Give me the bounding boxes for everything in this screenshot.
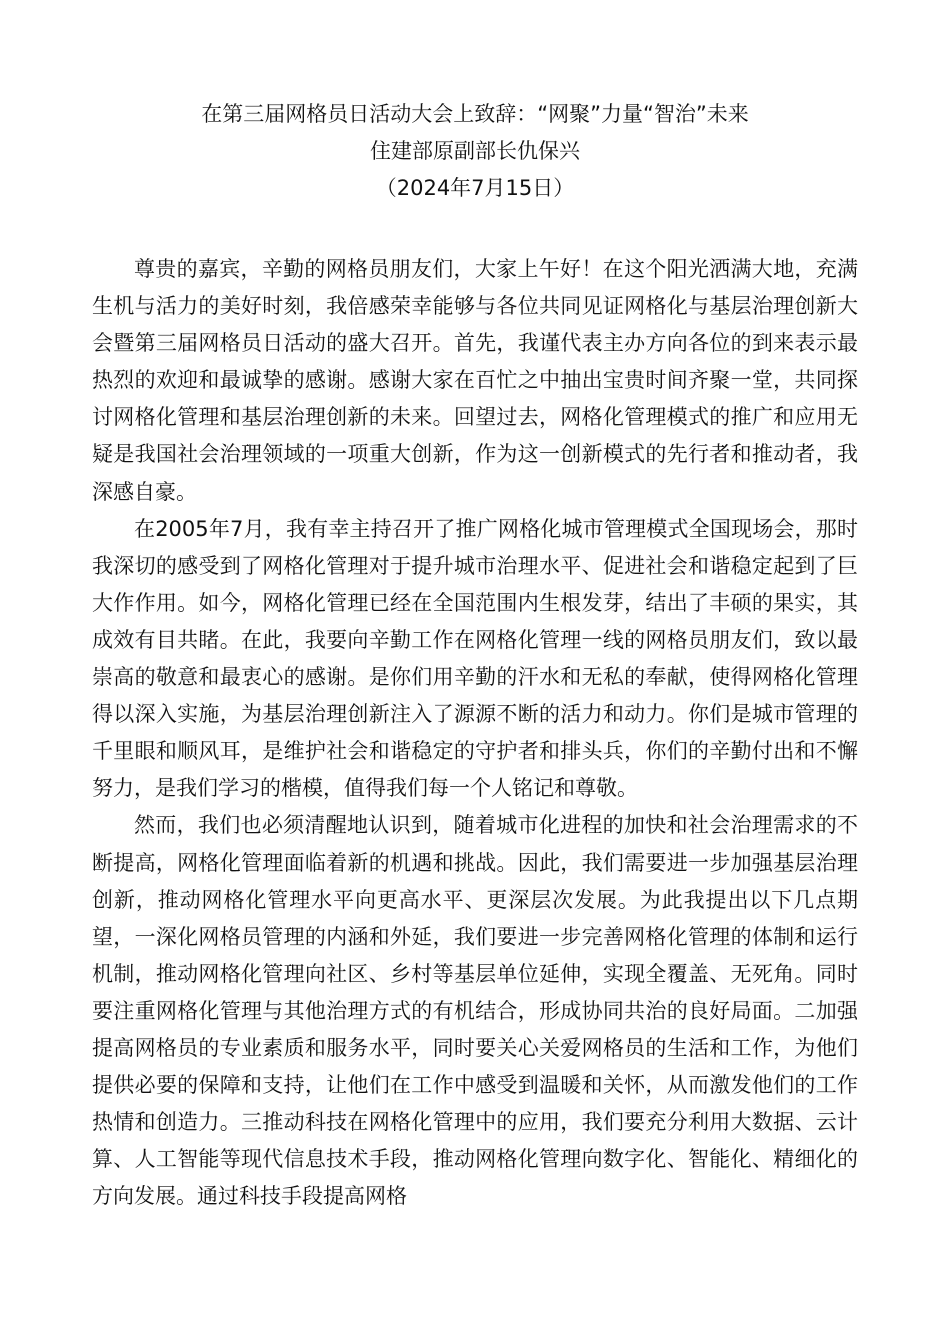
document-title: 在第三届网格员日活动大会上致辞：“网聚”力量“智治”未来 [201, 102, 749, 126]
title-block [92, 96, 858, 207]
paragraph: 在2005年7月，我有幸主持召开了推广网格化城市管理模式全国现场会，那时我深切的感受到了网格化管理对于提升城市治理水平、促进社会和谐稳定起到了巨大作作用。如今，网格化管理已经在全国范围内生根发芽，结出了丰硕的果实，其成效有目共睹。在此，我要向辛勤工作在网格化管理一线的网格员朋友们，致以最崇高的敬意和最衷心的感谢。是你们用辛勤的汗水和无私的奉献，使得网格化管理得以深入实施，为基层治理创新注入了源源不断的活力和动力。你们是城市管理的千里眼和顺风耳，是维护社会和谐稳定的守护者和排头兵，你们的辛勤付出和不懈努力，是我们学习的楷模，值得我们每一个人铭记和尊敬。 [92, 516, 858, 801]
paragraph: 尊贵的嘉宾，辛勤的网格员朋友们，大家上午好！在这个阳光洒满大地，充满生机与活力的美好时刻，我倍感荣幸能够与各位共同见证网格化与基层治理创新大会暨第三届网格员日活动的盛大召开。首先，我谨代表主办方向各位的到来表示最热烈的欢迎和最诚挚的感谢。感谢大家在百忙之中抽出宝贵时间齐聚一堂，共同探讨网格化管理和基层治理创新的未来。回望过去，网格化管理模式的推广和应用无疑是我国社会治理领域的一项重大创新，作为这一创新模式的先行者和推动者，我深感自豪。 [92, 257, 858, 504]
document-body [92, 251, 858, 1215]
paragraph: 然而，我们也必须清醒地认识到，随着城市化进程的加快和社会治理需求的不断提高，网格化管理面临着新的机遇和挑战。因此，我们需要进一步加强基层治理创新，推动网格化管理水平向更高水平、更深层次发展。为此我提出以下几点期望，一深化网格员管理的内涵和外延，我们要进一步完善网格化管理的体制和运行机制，推动网格化管理向社区、乡村等基层单位延伸，实现全覆盖、无死角。同时要注重网格化管理与其他治理方式的有机结合，形成协同共治的良好局面。二加强提高网格员的专业素质和服务水平，同时要关心关爱网格员的生活和工作，为他们提供必要的保障和支持，让他们在工作中感受到温暖和关怀，从而激发他们的工作热情和创造力。三推动科技在网格化管理中的应用，我们要充分利用大数据、云计算、人工智能等现代信息技术手段，推动网格化管理向数字化、智能化、精细化的方向发展。通过科技手段提高网格 [92, 813, 858, 1209]
document-date: （2024年7月15日） [375, 176, 575, 200]
document-author: 住建部原副部长仇保兴 [370, 139, 580, 163]
